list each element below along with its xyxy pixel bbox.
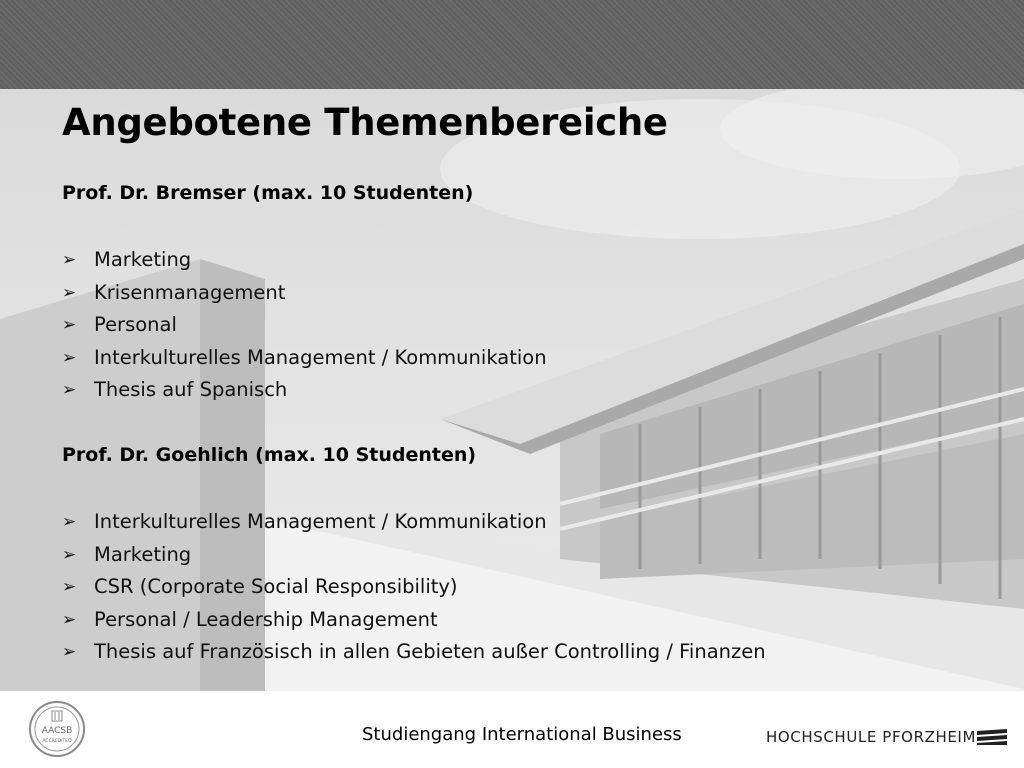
list-item bbox=[62, 244, 547, 277]
topic-label: Thesis auf Spanisch bbox=[94, 378, 288, 401]
arrow-bullet-icon: ➢ bbox=[62, 642, 77, 662]
svg-text:AACSB: AACSB bbox=[41, 726, 73, 736]
topic-label: Krisenmanagement bbox=[94, 280, 286, 304]
topic-list-goehlich bbox=[62, 506, 766, 669]
list-item bbox=[62, 604, 766, 637]
arrow-bullet-icon: ➢ bbox=[62, 282, 77, 303]
group-heading-bremser: Prof. Dr. Bremser (max. 10 Studenten) bbox=[62, 182, 474, 204]
slide-title: Angebotene Themenbereiche bbox=[62, 101, 668, 144]
list-item bbox=[62, 636, 766, 669]
topic-label: Personal bbox=[94, 313, 177, 336]
university-name: HOCHSCHULE PFORZHEIM bbox=[766, 728, 976, 746]
group-heading-goehlich: Prof. Dr. Goehlich (max. 10 Studenten) bbox=[62, 444, 477, 466]
topic-label: Marketing bbox=[94, 542, 192, 566]
arrow-bullet-icon: ➢ bbox=[62, 609, 77, 630]
list-item bbox=[62, 342, 547, 375]
aacsb-seal-icon bbox=[28, 700, 86, 758]
arrow-bullet-icon: ➢ bbox=[62, 315, 77, 335]
arrow-bullet-icon: ➢ bbox=[62, 380, 77, 400]
arrow-bullet-icon: ➢ bbox=[62, 577, 77, 597]
topic-label: CSR (Corporate Social Responsibility) bbox=[94, 575, 458, 598]
list-item bbox=[62, 374, 547, 407]
svg-text:ACCREDITED: ACCREDITED bbox=[42, 739, 72, 744]
topic-label: Interkulturelles Management / Kommunikation bbox=[94, 510, 547, 533]
topic-label: Thesis auf Französisch in allen Gebieten außer Controlling / Finanzen bbox=[94, 640, 766, 663]
topic-list-bremser bbox=[62, 244, 547, 407]
arrow-bullet-icon: ➢ bbox=[62, 544, 77, 565]
list-item bbox=[62, 571, 766, 604]
list-item bbox=[62, 277, 547, 310]
list-item bbox=[62, 309, 547, 342]
topic-label: Interkulturelles Management / Kommunikation bbox=[94, 345, 547, 369]
arrow-bullet-icon: ➢ bbox=[62, 250, 77, 270]
top-band bbox=[0, 0, 1024, 89]
hochschule-logo-icon bbox=[977, 729, 1007, 745]
list-item bbox=[62, 539, 766, 572]
arrow-bullet-icon: ➢ bbox=[62, 512, 77, 532]
arrow-bullet-icon: ➢ bbox=[62, 347, 77, 368]
list-item bbox=[62, 506, 766, 539]
topic-label: Marketing bbox=[94, 248, 192, 271]
program-name: Studiengang International Business bbox=[362, 724, 682, 745]
topic-label: Personal / Leadership Management bbox=[94, 607, 438, 631]
